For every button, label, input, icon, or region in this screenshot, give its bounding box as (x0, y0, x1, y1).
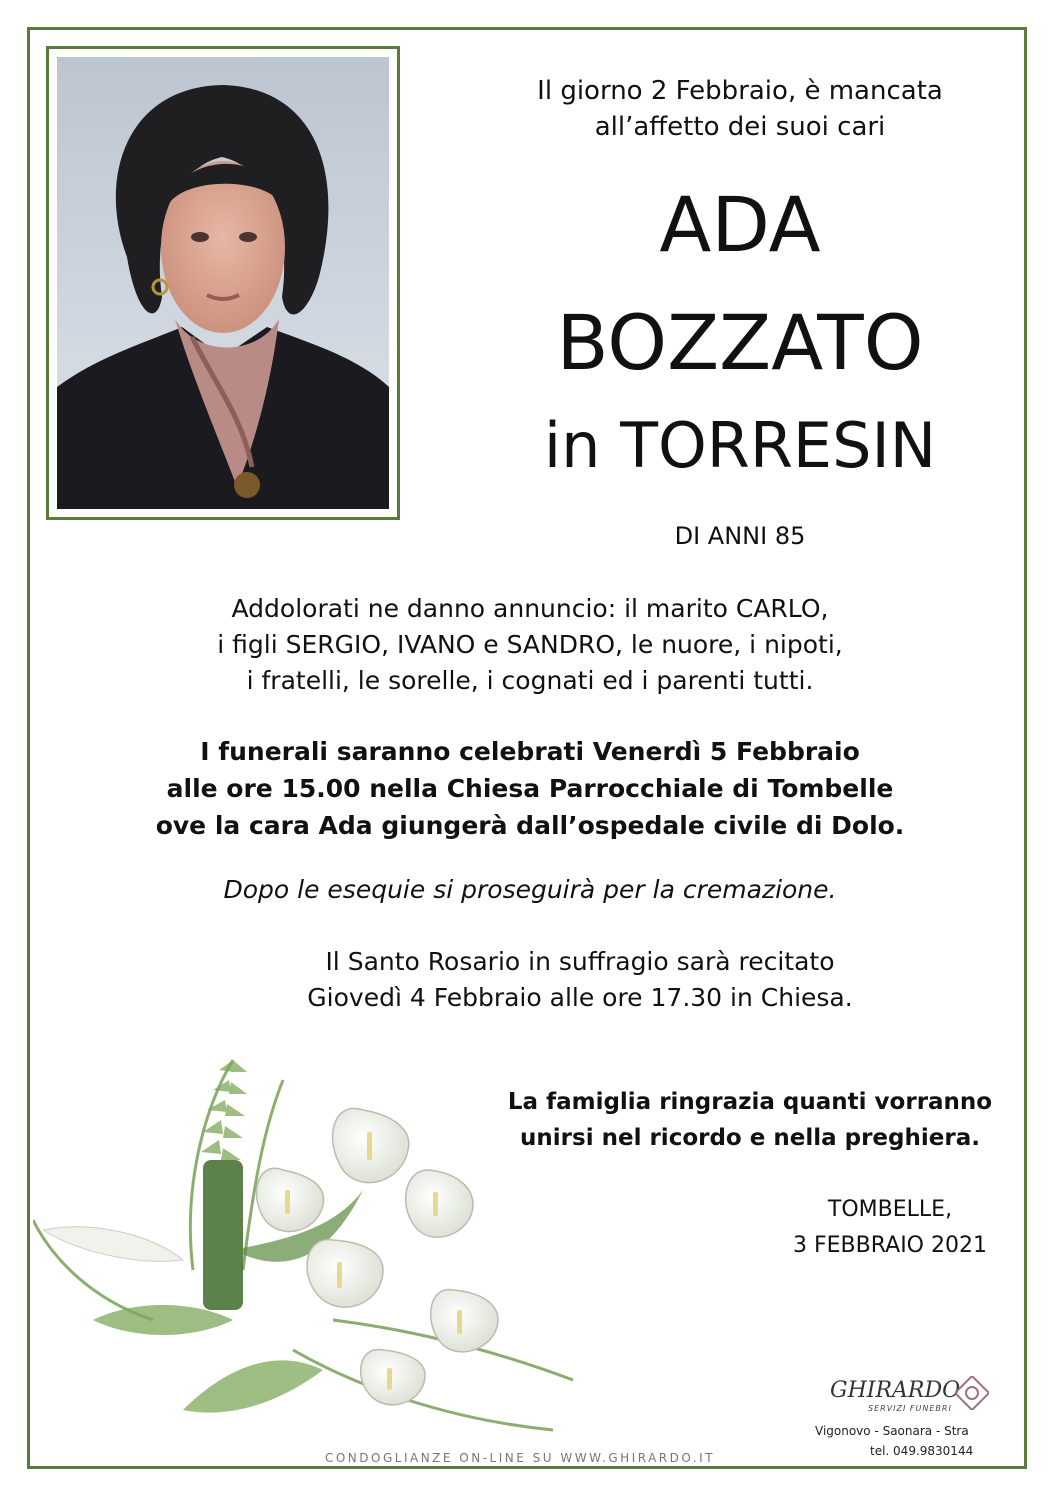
funeral-paragraph (40, 733, 1020, 844)
rosary-line: Il Santo Rosario in suffragio sarà recitato (325, 947, 835, 976)
deceased-surname: BOZZATO (556, 298, 924, 387)
portrait-photo (57, 57, 389, 509)
calla-lily-flowers-image (33, 1020, 593, 1440)
deceased-first-name: ADA (659, 180, 821, 269)
logo-locations: Vigonovo - Saonara - Stra (815, 1424, 969, 1438)
age-text: DI ANNI 85 (674, 522, 806, 550)
intro-line: Il giorno 2 Febbraio, è mancata (537, 76, 943, 106)
logo-name: GHIRARDO (830, 1378, 961, 1403)
funeral-line: alle ore 15.00 nella Chiesa Parrocchiale di Tombelle (166, 774, 894, 803)
announcement-line: i figli SERGIO, IVANO e SANDRO, le nuore, i nipoti, (217, 630, 843, 659)
deceased-married-name: in TORRESIN (543, 409, 937, 482)
funeral-line: I funerali saranno celebrati Venerdì 5 Febbraio (200, 737, 860, 766)
announcement-paragraph (60, 591, 1000, 699)
logo-subtitle: SERVIZI FUNEBRI (868, 1404, 952, 1413)
logo-phone: tel. 049.9830144 (870, 1444, 974, 1458)
intro-line: all’affetto dei suoi cari (594, 112, 886, 142)
date-text: 3 FEBBRAIO 2021 (793, 1233, 987, 1258)
announcement-line: Addolorati ne danno annuncio: il marito CARLO, (231, 594, 829, 623)
logo-diamond-icon (955, 1376, 989, 1410)
announcement-line: i fratelli, le sorelle, i cognati ed i parenti tutti. (246, 666, 814, 695)
thanks-paragraph (480, 1084, 1020, 1156)
cremation-text: Dopo le esequie si proseguirà per la cremazione. (223, 875, 837, 904)
thanks-line: La famiglia ringrazia quanti vorranno (507, 1089, 993, 1115)
place-text: TOMBELLE, (827, 1197, 953, 1222)
place-date (680, 1192, 1058, 1264)
thanks-line: unirsi nel ricordo e nella preghiera. (520, 1125, 980, 1151)
intro-text (440, 73, 1040, 145)
funeral-line: ove la cara Ada giungerà dall’ospedale civile di Dolo. (155, 811, 905, 840)
rosary-line: Giovedì 4 Febbraio alle ore 17.30 in Chiesa. (307, 983, 853, 1012)
rosary-paragraph (200, 944, 960, 1016)
funeral-home-logo (815, 1378, 1030, 1468)
portrait-frame (46, 46, 400, 520)
condolences-footer: CONDOGLIANZE ON-LINE SU WWW.GHIRARDO.IT (324, 1451, 716, 1465)
